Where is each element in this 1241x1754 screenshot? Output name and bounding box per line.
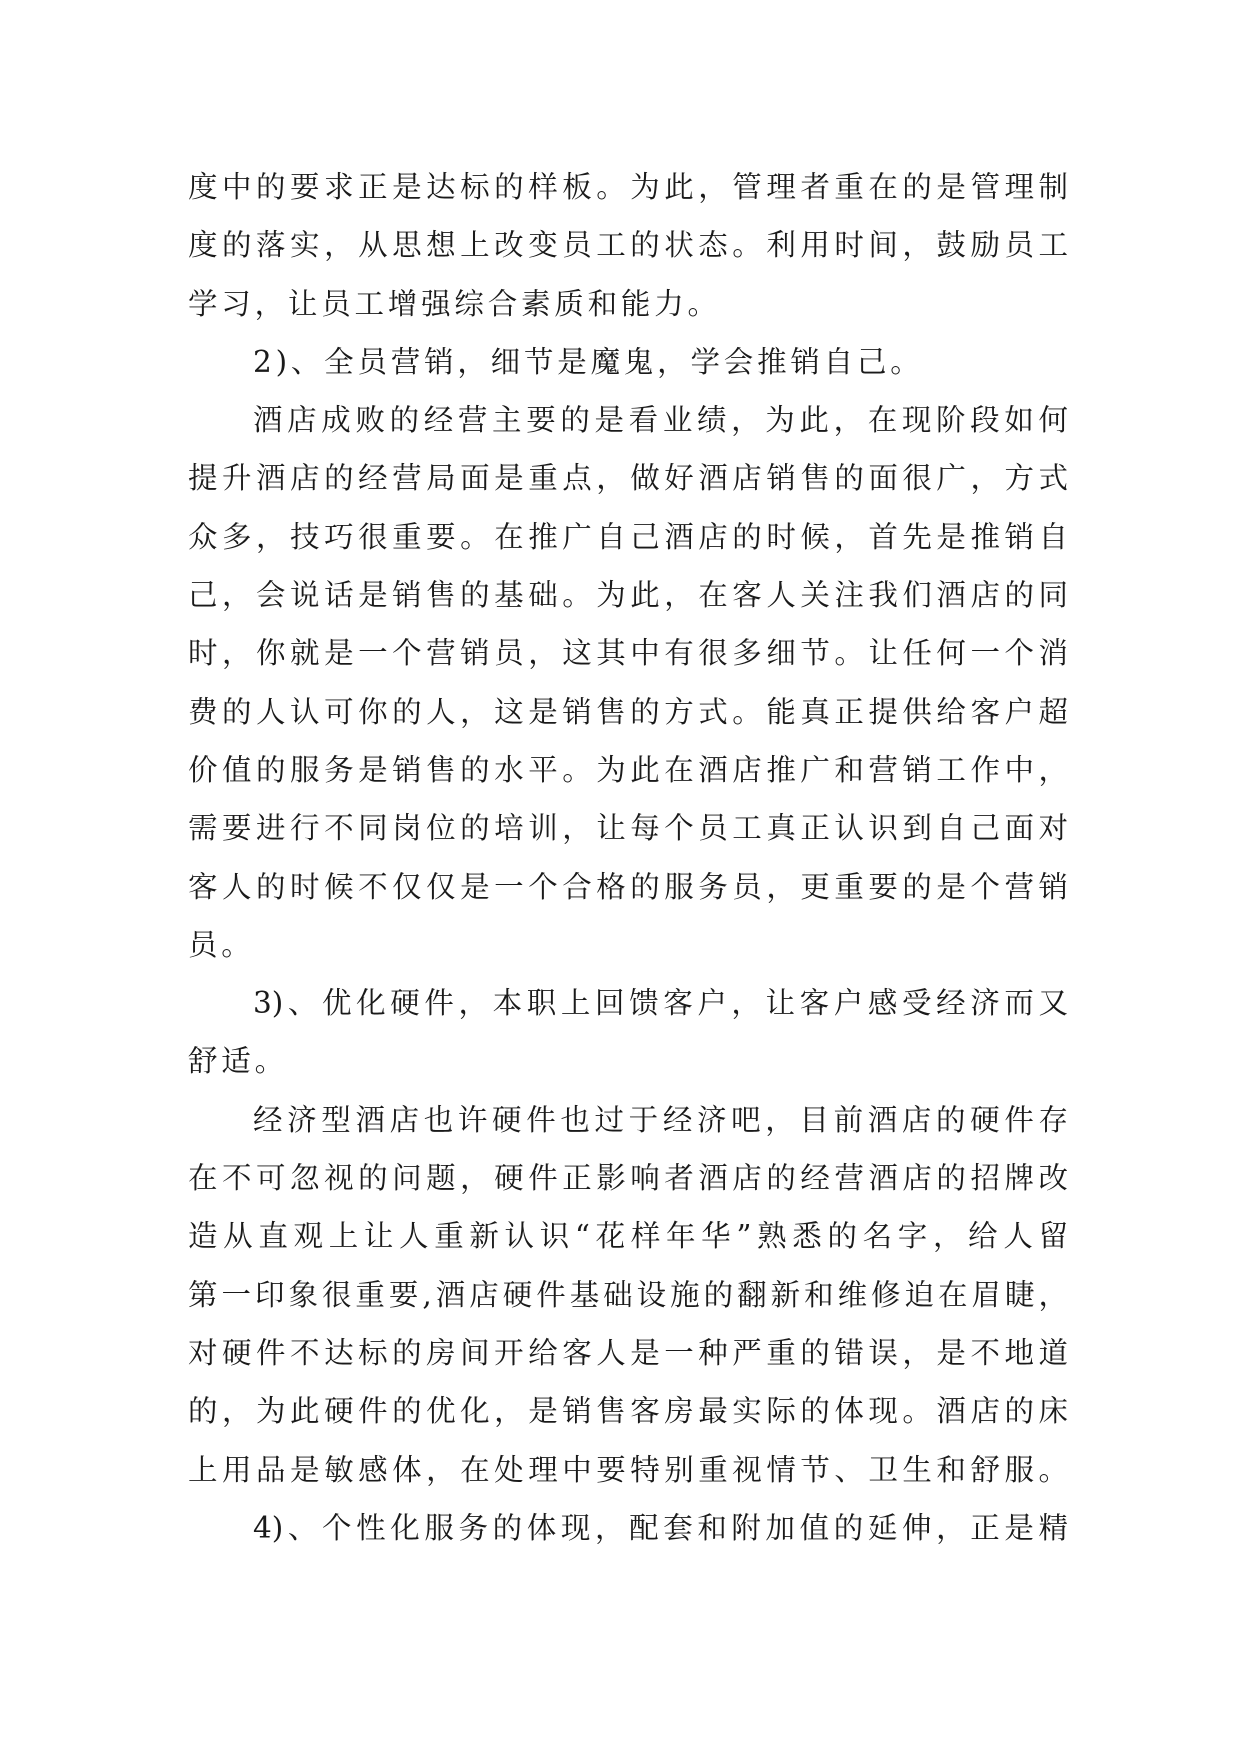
text-line: 众多，技巧很重要。在推广自己酒店的时候，首先是推销自 [188,519,1068,554]
text-line: 上用品是敏感体，在处理中要特别重视情节、卫生和舒服。 [188,1452,1068,1487]
text-line: 己，会说话是销售的基础。为此，在客人关注我们酒店的同 [188,578,1068,613]
text-line: 客人的时候不仅仅是一个合格的服务员，更重要的是个营销 [188,869,1068,904]
text-line: 度的落实，从思想上改变员工的状态。利用时间，鼓励员工 [188,228,1068,263]
document-body [188,158,1068,1557]
text-line: 度中的要求正是达标的样板。为此，管理者重在的是管理制 [188,170,1068,204]
text-line: 舒适。 [188,1044,288,1079]
text-line: 造从直观上让人重新认识“花样年华”熟悉的名字，给人留 [188,1219,1068,1254]
text-line: 学习，让员工增强综合素质和能力。 [188,286,721,321]
text-line: 第一印象很重要,酒店硬件基础设施的翻新和维修迫在眉睫， [188,1277,1068,1312]
text-line: 时，你就是一个营销员，这其中有很多细节。让任何一个消 [188,636,1068,671]
text-line: 酒店成败的经营主要的是看业绩，为此，在现阶段如何 [253,403,1068,438]
text-line: 2)、全员营销，细节是魔鬼，学会推销自己。 [253,344,924,379]
text-line: 在不可忽视的问题，硬件正影响者酒店的经营酒店的招牌改 [188,1161,1068,1196]
text-line: 4)、个性化服务的体现，配套和附加值的延伸，正是精 [253,1510,1068,1545]
text-line: 3)、优化硬件，本职上回馈客户，让客户感受经济而又 [253,986,1068,1021]
text-line: 经济型酒店也许硬件也过于经济吧，目前酒店的硬件存 [253,1102,1068,1137]
text-line: 提升酒店的经营局面是重点，做好酒店销售的面很广，方式 [188,461,1068,496]
text-line: 需要进行不同岗位的培训，让每个员工真正认识到自己面对 [188,811,1068,846]
text-line: 员。 [188,927,255,962]
text-line: 的，为此硬件的优化，是销售客房最实际的体现。酒店的床 [188,1394,1068,1429]
text-line: 对硬件不达标的房间开给客人是一种严重的错误，是不地道 [188,1335,1068,1370]
text-line: 价值的服务是销售的水平。为此在酒店推广和营销工作中， [188,752,1068,787]
text-line: 费的人认可你的人，这是销售的方式。能真正提供给客户超 [188,694,1068,729]
